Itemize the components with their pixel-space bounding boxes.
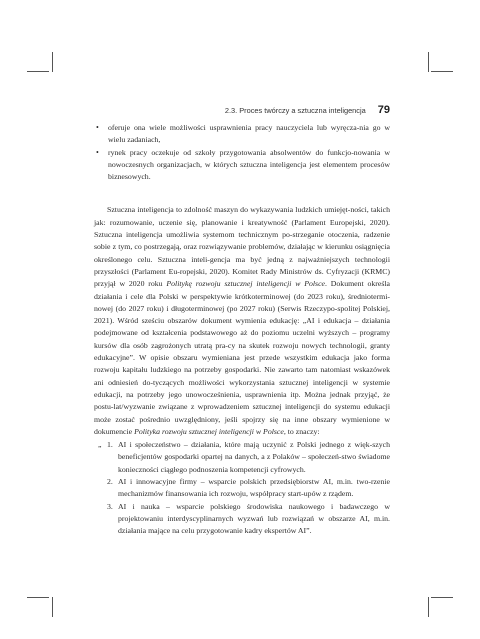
item-number: 3.: [107, 501, 113, 511]
bullet-dot-icon: •: [96, 123, 99, 132]
bullet-item: [94, 147, 390, 184]
crop-mark-bottom-right-vertical: [428, 597, 429, 617]
crop-mark-bottom-right-horizontal: [431, 597, 453, 598]
bullet-text: rynek pracy oczekuje od szkoły przygotowania absolwentów do funkcjo-nowania w nowoczesnych organizacjach, w których sztuczna inteligencja jest elementem procesów biznesowych.: [108, 147, 390, 182]
paragraph-text: Sztuczna inteligencja to zdolność maszyn do wykazywania ludzkich umiejęt-ności, takich jak: rozumowanie, uczenie się, planowanie i kreatywność (Parlament Europejski, 2020). Sztuczna inteligencja umożliwia systemom technicznym po-strzeganie otoczenia, radzenie sobie z tym, co postrzegają, oraz rozwiązywanie problemów, działając w kierunku osiągnięcia określonego celu. Sztuczna inteli-gencja ma być jedną z najważniejszych technologii przyszłości (Parlament Eu-ropejski, 2020). Komitet Rady Ministrów ds. Cyfryzacji (KRMC) przyjął w 2020 roku: [94, 205, 390, 289]
bullet-text: oferuje ona wiele możliwości usprawnienia pracy nauczyciela lub wyręcza-nia go w wielu zadaniach,: [108, 123, 390, 145]
document-title-italic: Politykę rozwoju sztucznej inteligencji w Polsce: [166, 279, 326, 289]
crop-mark-top-right-vertical: [428, 52, 429, 72]
numbered-list: [94, 439, 390, 537]
numbered-item: [94, 439, 390, 476]
paragraph-text: , to znaczy:: [283, 426, 320, 436]
running-title: 2.3. Proces twórczy a sztuczna inteligencja: [224, 105, 366, 115]
page-header: [94, 101, 390, 119]
crop-mark-top-left-horizontal: [27, 71, 49, 72]
opening-quote: „: [98, 440, 102, 450]
crop-mark-top-left-vertical: [52, 52, 53, 72]
item-number: 1.: [107, 440, 113, 450]
document-title-italic: Polityka rozwoju sztucznej inteligencji w Polsce: [134, 426, 284, 436]
bullet-list: [94, 122, 390, 183]
crop-mark-bottom-left-vertical: [52, 597, 53, 617]
numbered-item: [94, 501, 390, 538]
numbered-item: [94, 476, 390, 501]
bullet-dot-icon: •: [96, 147, 99, 157]
crop-mark-top-right-horizontal: [431, 71, 453, 72]
item-text: AI i innowacyjne firmy – wsparcie polskich przedsiębiorstw AI, m.in. two-rzenie mechanizmów finansowania ich rozwoju, współpracy start-upów z rządem.: [118, 477, 390, 499]
bullet-item: [94, 122, 390, 147]
body-paragraph: [94, 204, 390, 438]
page-number: 79: [377, 104, 390, 117]
crop-mark-bottom-left-horizontal: [27, 597, 49, 598]
paragraph-text: . Dokument określa działania i cele dla Polski w perspektywie krótkoterminowej (do 2023 roku), średniotermi-nowej (do 2027 roku) i długoterminowej (po 2027 roku) (Serwis Rzeczypo-spolitej Polskiej, 2021). Wśród sześciu obszarów dokument wymienia edukację: „AI i edukacja – działania podejmowane od kształcenia podstawowego aż do poziomu uczelni wyższych – programy kursów dla osób zagrożonych utratą pra-cy na skutek rozwoju nowych technologii, granty edukacyjne”. W opisie obszaru wymieniana jest przede wszystkim edukacja jako forma rozwoju kapitału ludzkiego na potrzeby gospodarki. Nie zawarto tam natomiast wskazówek ani odniesień do-tyczących możliwości wykorzystania sztucznej inteligencji w systemie edukacji, na potrzeby jego unowocześnienia, usprawnienia itp. Można jednak przyjąć, że postu-lat/wyzwanie związane z wprowadzeniem sztucznej inteligencji do systemu edukacji może zostać pośrednio uwzględniony, jeśli spojrzy się na inne obszary wymienione w dokumencie: [94, 279, 391, 436]
page-body: [94, 122, 390, 538]
item-text: AI i nauka – wsparcie polskiego środowiska naukowego i badawczego w projektowaniu interdyscyplinarnych wyzwań lub rozwiązań w obszarze AI, m.in. działania mające na celu przygotowanie kadry ekspertów AI”.: [118, 501, 390, 536]
item-number: 2.: [107, 477, 113, 487]
item-text: AI i społeczeństwo – działania, które mają uczynić z Polski jednego z więk-szych beneficjentów gospodarki opartej na danych, a z Polaków – społeczeń-stwo świadome konieczności ciągłego podnoszenia kompetencji cyfrowych.: [118, 440, 390, 474]
